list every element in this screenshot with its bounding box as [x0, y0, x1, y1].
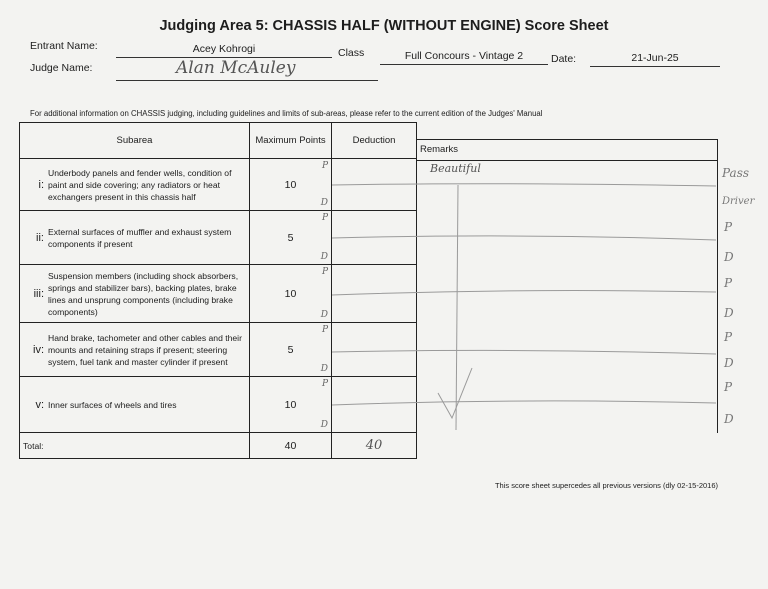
row-points: 5	[287, 343, 294, 356]
margin-p: P	[724, 330, 733, 344]
p-mark: P	[321, 379, 328, 389]
row-description: External surfaces of muffler and exhaust system components if present	[48, 226, 232, 249]
d-mark: D	[320, 364, 328, 374]
row-points: 10	[284, 287, 297, 300]
margin-p: P	[724, 380, 733, 394]
entrant-value: Acey Kohrogi	[192, 43, 256, 55]
margin-p: P	[724, 220, 733, 234]
total-deduction: 40	[365, 438, 383, 453]
row-number: v:	[35, 398, 44, 411]
row-description: Inner surfaces of wheels and tires	[48, 399, 177, 410]
margin-d: D	[724, 306, 734, 320]
manual-note: For additional information on CHASSIS judging, including guidelines and limits of sub-areas, please refer to the current edition of the Judges' Manual	[30, 109, 543, 118]
margin-driver: Driver	[722, 196, 755, 207]
d-mark: D	[320, 198, 328, 208]
header-max-points: Maximum Points	[250, 123, 332, 159]
margin-p: P	[724, 276, 733, 290]
d-mark: D	[320, 310, 328, 320]
date-label: Date:	[551, 53, 577, 65]
margin-d: D	[724, 250, 734, 264]
p-mark: P	[321, 267, 328, 277]
header-subarea: Subarea	[20, 123, 250, 159]
p-mark: P	[321, 161, 328, 171]
row-points: 10	[284, 398, 297, 411]
total-points: 40	[250, 433, 332, 459]
margin-d: D	[724, 356, 734, 370]
judge-signature: Alan McAuley	[176, 58, 296, 78]
row-number: i:	[38, 178, 44, 191]
row-number: iv:	[33, 343, 44, 356]
row-description: Suspension members (including shock absorbers, springs and stabilizer bars), backing plates, brake lines and unsprung components (including brake components)	[48, 270, 239, 317]
d-mark: D	[320, 420, 328, 430]
entrant-label: Entrant Name:	[30, 40, 98, 52]
judge-label: Judge Name:	[30, 62, 93, 74]
header-deduction: Deduction	[332, 123, 417, 159]
p-mark: P	[321, 213, 328, 223]
page-title: Judging Area 5: CHASSIS HALF (WITHOUT ENGINE) Score Sheet	[159, 18, 609, 34]
row-points: 5	[287, 231, 294, 244]
p-mark: P	[321, 325, 328, 335]
margin-d: D	[724, 412, 734, 426]
remark-beautiful: Beautiful	[430, 162, 481, 175]
row-number: iii:	[33, 287, 44, 300]
row-description: Hand brake, tachometer and other cables and their mounts and retaining straps if present; steering system, fuel tank and master cylinder if present	[48, 332, 242, 367]
margin-pass: Pass	[722, 166, 750, 180]
class-label: Class	[338, 47, 365, 59]
version-footer: This score sheet supercedes all previous versions (dly 02-15-2016)	[494, 481, 718, 490]
d-mark: D	[320, 252, 328, 262]
row-description: Underbody panels and fender wells, condition of paint and side covering; any radiators or heat exchangers present in this chassis half	[48, 167, 232, 202]
row-points: 10	[284, 178, 297, 191]
total-label: Total:	[20, 433, 250, 459]
remarks-header-label: Remarks	[420, 144, 459, 155]
class-value: Full Concours - Vintage 2	[404, 50, 524, 62]
row-number: ii:	[36, 231, 44, 244]
date-value: 21-Jun-25	[631, 52, 679, 64]
